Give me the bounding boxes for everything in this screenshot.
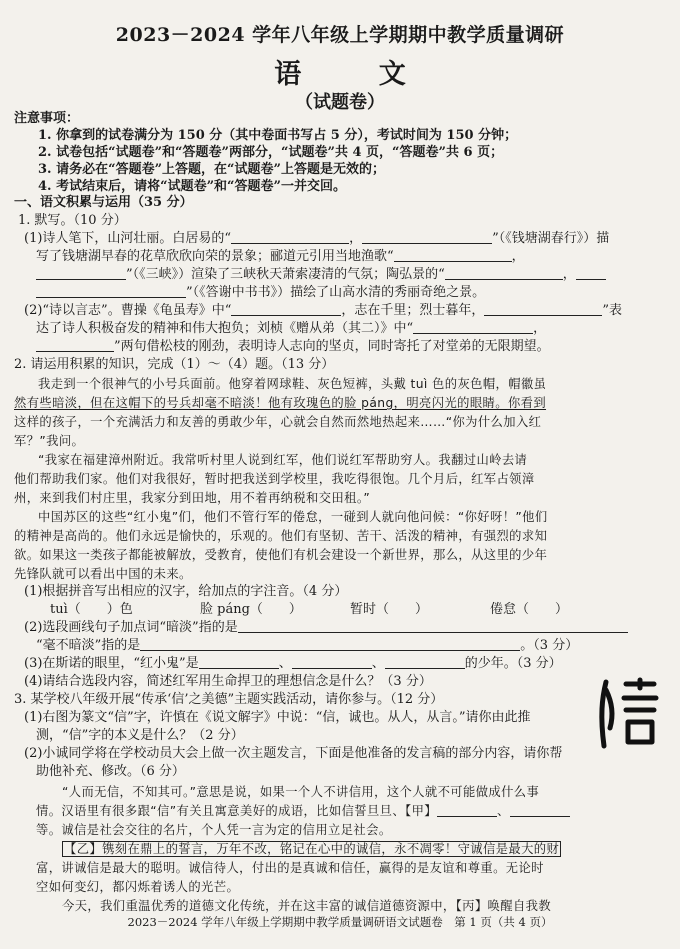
passage-line: 我走到一个很神气的小号兵面前。他穿着网球鞋、灰色短裤，头戴 tuì 色的灰色帽，帽徽虽 [38, 377, 547, 391]
q1-line-4: ”（《答谢中书书》）描绘了山高水清的秀丽奇绝之景。 [36, 284, 485, 302]
seal-script-xin-character [592, 676, 664, 750]
answer-blank[interactable] [445, 266, 563, 280]
answer-blank[interactable] [36, 338, 114, 352]
q2-sub-2-line-2: “毫不暗淡”指的是 。（3 分） [36, 638, 579, 653]
answer-blank[interactable] [576, 266, 606, 280]
notice-item-1: 1. 你拿到的试卷满分为 150 分（其中卷面书写占 5 分），考试时间为 150 分钟； [38, 128, 518, 143]
passage-line: 他们帮助我们家。他们对我很好，暂时把我送到学校里，我吃得很饱。几个月后，红军占领漳 [14, 472, 535, 486]
q2-sub-1: (1)根据拼音写出相应的汉字，给加点的字注音。（4 分） [24, 584, 348, 599]
q2-sub-1-item: 倦怠（ ） [490, 602, 569, 617]
q1-line-5: (2)“诗以言志”。曹操《龟虽寿》中“ ，志在千里；烈士暮年， ”表 [24, 303, 623, 318]
q1-line-3: ”（《三峡》）渲染了三峡秋天萧索凄清的气氛；陶弘景的“ ， [36, 266, 606, 284]
passage-line: 中国苏区的这些“红小鬼”们，他们不管行军的倦怠，一碰到人就向他问候：“你好呀！”他们 [38, 510, 548, 524]
q1-line-7: ”两句借松枝的刚劲，表明诗人志向的坚贞，同时寄托了对堂弟的无限期望。 [36, 338, 550, 356]
q3-sub-2-line-2: 助他补充、修改。（6 分） [36, 764, 185, 779]
section-1-heading: 一、语文积累与运用（35 分） [14, 195, 193, 210]
answer-blank[interactable] [199, 655, 279, 669]
q3-label: 3. 某学校八年级开展“传承‘信’之美德”主题实践活动，请你参与。（12 分） [14, 692, 444, 707]
q2-label: 2. 请运用积累的知识，完成（1）～（4）题。（13 分） [14, 357, 335, 372]
passage-line: “我家在福建漳州附近。我常听村里人说到红军，他们说红军帮助穷人。我翻过山岭去请 [38, 453, 528, 467]
answer-blank[interactable] [292, 655, 372, 669]
answer-blank[interactable] [36, 284, 186, 298]
q2-sub-4: (4)请结合选段内容，简述红军用生命捍卫的理想信念是什么？（3 分） [24, 674, 432, 689]
answer-blank[interactable] [484, 302, 602, 316]
notice-item-2: 2. 试卷包括“试题卷”和“答题卷”两部分，“试题卷”共 4 页，“答题卷”共 6 页； [38, 145, 504, 160]
answer-blank[interactable] [238, 619, 628, 633]
notice-heading: 注意事项： [14, 111, 80, 126]
q2-sub-1-item: 脸 páng（ ） [200, 602, 302, 617]
passage-line: 先锋队就可以看出中国的未来。 [14, 567, 192, 581]
q1-label: 1. 默写。（10 分） [18, 213, 127, 228]
answer-blank[interactable] [140, 637, 520, 651]
paper-type: （试题卷） [295, 92, 385, 113]
q3-sub-1: (1)右图为篆文“信”字，许慎在《说文解字》中说：“信，诚也。从人，从言。”请你由此推 [24, 710, 531, 725]
q1-line-1: (1)诗人笔下，山河壮丽。白居易的“ ， ”（《钱塘湖春行》）描 [24, 231, 610, 246]
page-footer: 2023－2024 学年八年级上学期期中教学质量调研语文试题卷 第 1 页（共 4 页） [127, 915, 553, 929]
speech-line: 空如何变幻，都闪烁着诱人的光芒。 [36, 880, 240, 894]
passage-line: 欲。如果这一类孩子都能被解放，受教育，使他们有机会建设一个新世界，那么，从这里的少年 [14, 548, 548, 562]
q2-sub-3: (3)在斯诺的眼里，“红小鬼”是 、 、 的少年。（3 分） [24, 656, 562, 671]
speech-line: 情。汉语里有很多跟“信”有关且寓意美好的成语，比如信誓旦旦、【甲】 、 [36, 801, 570, 819]
q2-sub-2: (2)选段画线句子加点词“暗淡”指的是 [24, 619, 628, 637]
speech-line: 【乙】镌刻在鼎上的誓言，万年不改，铭记在心中的诚信，永不凋零！守诚信是最大的财 [64, 842, 560, 856]
q1-line-2: 写了钱塘湖早春的花草欣欣向荣的景象；郦道元引用当地渔歌“ ， [36, 249, 525, 264]
answer-blank[interactable] [413, 320, 533, 334]
speech-line: 等。诚信是社会交往的名片，个人凭一言为定的信用立足社会。 [36, 823, 392, 837]
passage-line: 这样的孩子，一个充满活力和友善的勇敢少年，心就会自然而然地热起来……“你为什么加入红 [14, 415, 542, 429]
q1-line-6: 达了诗人积极奋发的精神和伟大抱负；刘桢《赠从弟（其二）》中“ ， [36, 321, 547, 336]
q3-sub-2: (2)小诚同学将在学校动员大会上做一次主题发言，下面是他准备的发言稿的部分内容，请你帮 [24, 746, 563, 761]
answer-blank[interactable] [36, 266, 126, 280]
answer-blank[interactable] [231, 230, 349, 244]
q3-sub-1-line-2: 测，“信”字的本义是什么？（2 分） [36, 728, 244, 743]
notice-item-3: 3. 请务必在“答题卷”上答题，在“试题卷”上答题是无效的； [38, 162, 386, 177]
exam-title: 2023－2024 学年八年级上学期期中教学质量调研 [115, 24, 565, 46]
answer-blank[interactable] [362, 230, 492, 244]
q2-sub-1-item: 暂时（ ） [350, 602, 429, 617]
passage-line: 然有些暗淡，但在这帽下的号兵却毫不暗淡！他有玫瑰色的脸 páng，明亮闪光的眼睛。你看到 [14, 396, 547, 410]
answer-blank[interactable] [510, 803, 570, 817]
speech-line: 富，讲诚信是最大的聪明。诚信待人，付出的是真诚和信任，赢得的是友谊和尊重。无论时 [36, 861, 544, 875]
answer-blank[interactable] [385, 655, 465, 669]
passage-line: 军？”我问。 [14, 434, 85, 448]
answer-blank[interactable] [231, 302, 341, 316]
answer-blank[interactable] [437, 803, 497, 817]
speech-line: “人而无信，不知其可。”意思是说，如果一个人不讲信用，这个人就不可能做成什么事 [62, 785, 540, 799]
speech-line: 今天，我们重温优秀的道德文化传统，并在这丰富的诚信道德资源中，【丙】唤醒自我教 [62, 899, 552, 913]
notice-item-4: 4. 考试结束后，请将“试题卷”和“答题卷”一并交回。 [38, 179, 347, 194]
passage-line: 的精神是高尚的。他们永远是愉快的，乐观的。他们有坚韧、苦干、活泼的精神，有强烈的求知 [14, 529, 548, 543]
passage-line: 州，来到我们村庄里，我家分到田地，用不着再纳税和交田租。” [14, 491, 371, 505]
subject-title: 语 文 [274, 59, 440, 90]
q2-sub-1-item: tuì（ ）色 [50, 602, 133, 617]
answer-blank[interactable] [394, 248, 512, 262]
